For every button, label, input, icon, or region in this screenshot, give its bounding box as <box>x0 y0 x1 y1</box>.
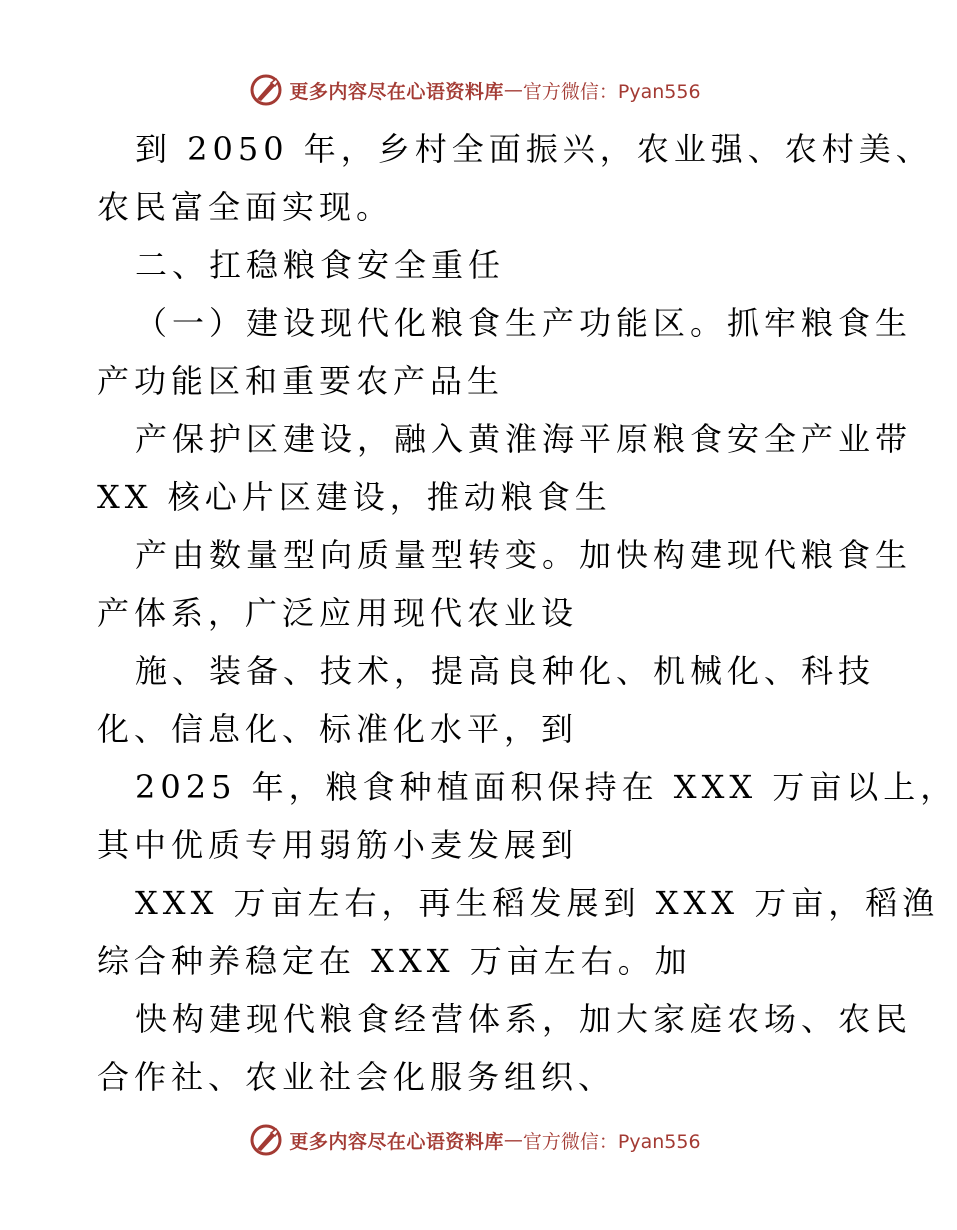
text-line: 产功能区和重要农产品生 <box>97 362 505 400</box>
text-line: 合作社、农业社会化服务组织、 <box>97 1058 616 1096</box>
document-body <box>97 120 957 1106</box>
text-line: 施、装备、技术，提高良种化、机械化、科技 <box>135 652 876 690</box>
header-banner-account: 官方微信：Pyan556 <box>522 80 701 103</box>
text-line: 化、信息化、标准化水平，到 <box>97 710 579 748</box>
footer-banner-account: 官方微信：Pyan556 <box>522 1130 701 1153</box>
text-line: 产由数量型向质量型转变。加快构建现代粮食生 <box>135 536 913 574</box>
text-line: 产体系，广泛应用现代农业设 <box>97 594 579 632</box>
footer-banner-separator: — <box>503 1129 523 1151</box>
pen-logo-icon <box>249 1123 283 1157</box>
text-line: 综合种养稳定在 XXX 万亩左右。加 <box>97 942 692 980</box>
section-heading: 二、扛稳粮食安全重任 <box>135 246 506 284</box>
pen-logo-icon <box>249 73 283 107</box>
text-line: 到 2050 年，乡村全面振兴，农业强、农村美、 <box>135 130 933 168</box>
header-banner-text: 更多内容尽在心语资料库 <box>289 80 504 103</box>
header-banner-separator: — <box>503 79 523 101</box>
footer-banner-text: 更多内容尽在心语资料库 <box>289 1130 504 1153</box>
text-line: 快构建现代粮食经营体系，加大家庭农场、农民 <box>135 1000 913 1038</box>
text-line: 农民富全面实现。 <box>97 188 394 226</box>
text-line: 产保护区建设，融入黄淮海平原粮食安全产业带 <box>135 420 913 458</box>
subsection-heading: （一）建设现代化粮食生产功能区。抓牢粮食生 <box>135 304 913 342</box>
text-line: 2025 年，粮食种植面积保持在 XXX 万亩以上， <box>135 768 957 806</box>
page-footer-banner <box>0 1120 950 1160</box>
page-header-banner <box>0 70 950 110</box>
text-line: XXX 万亩左右，再生稻发展到 XXX 万亩，稻渔 <box>135 884 940 922</box>
text-line: XX 核心片区建设，推动粮食生 <box>97 478 612 516</box>
text-line: 其中优质专用弱筋小麦发展到 <box>97 826 579 864</box>
